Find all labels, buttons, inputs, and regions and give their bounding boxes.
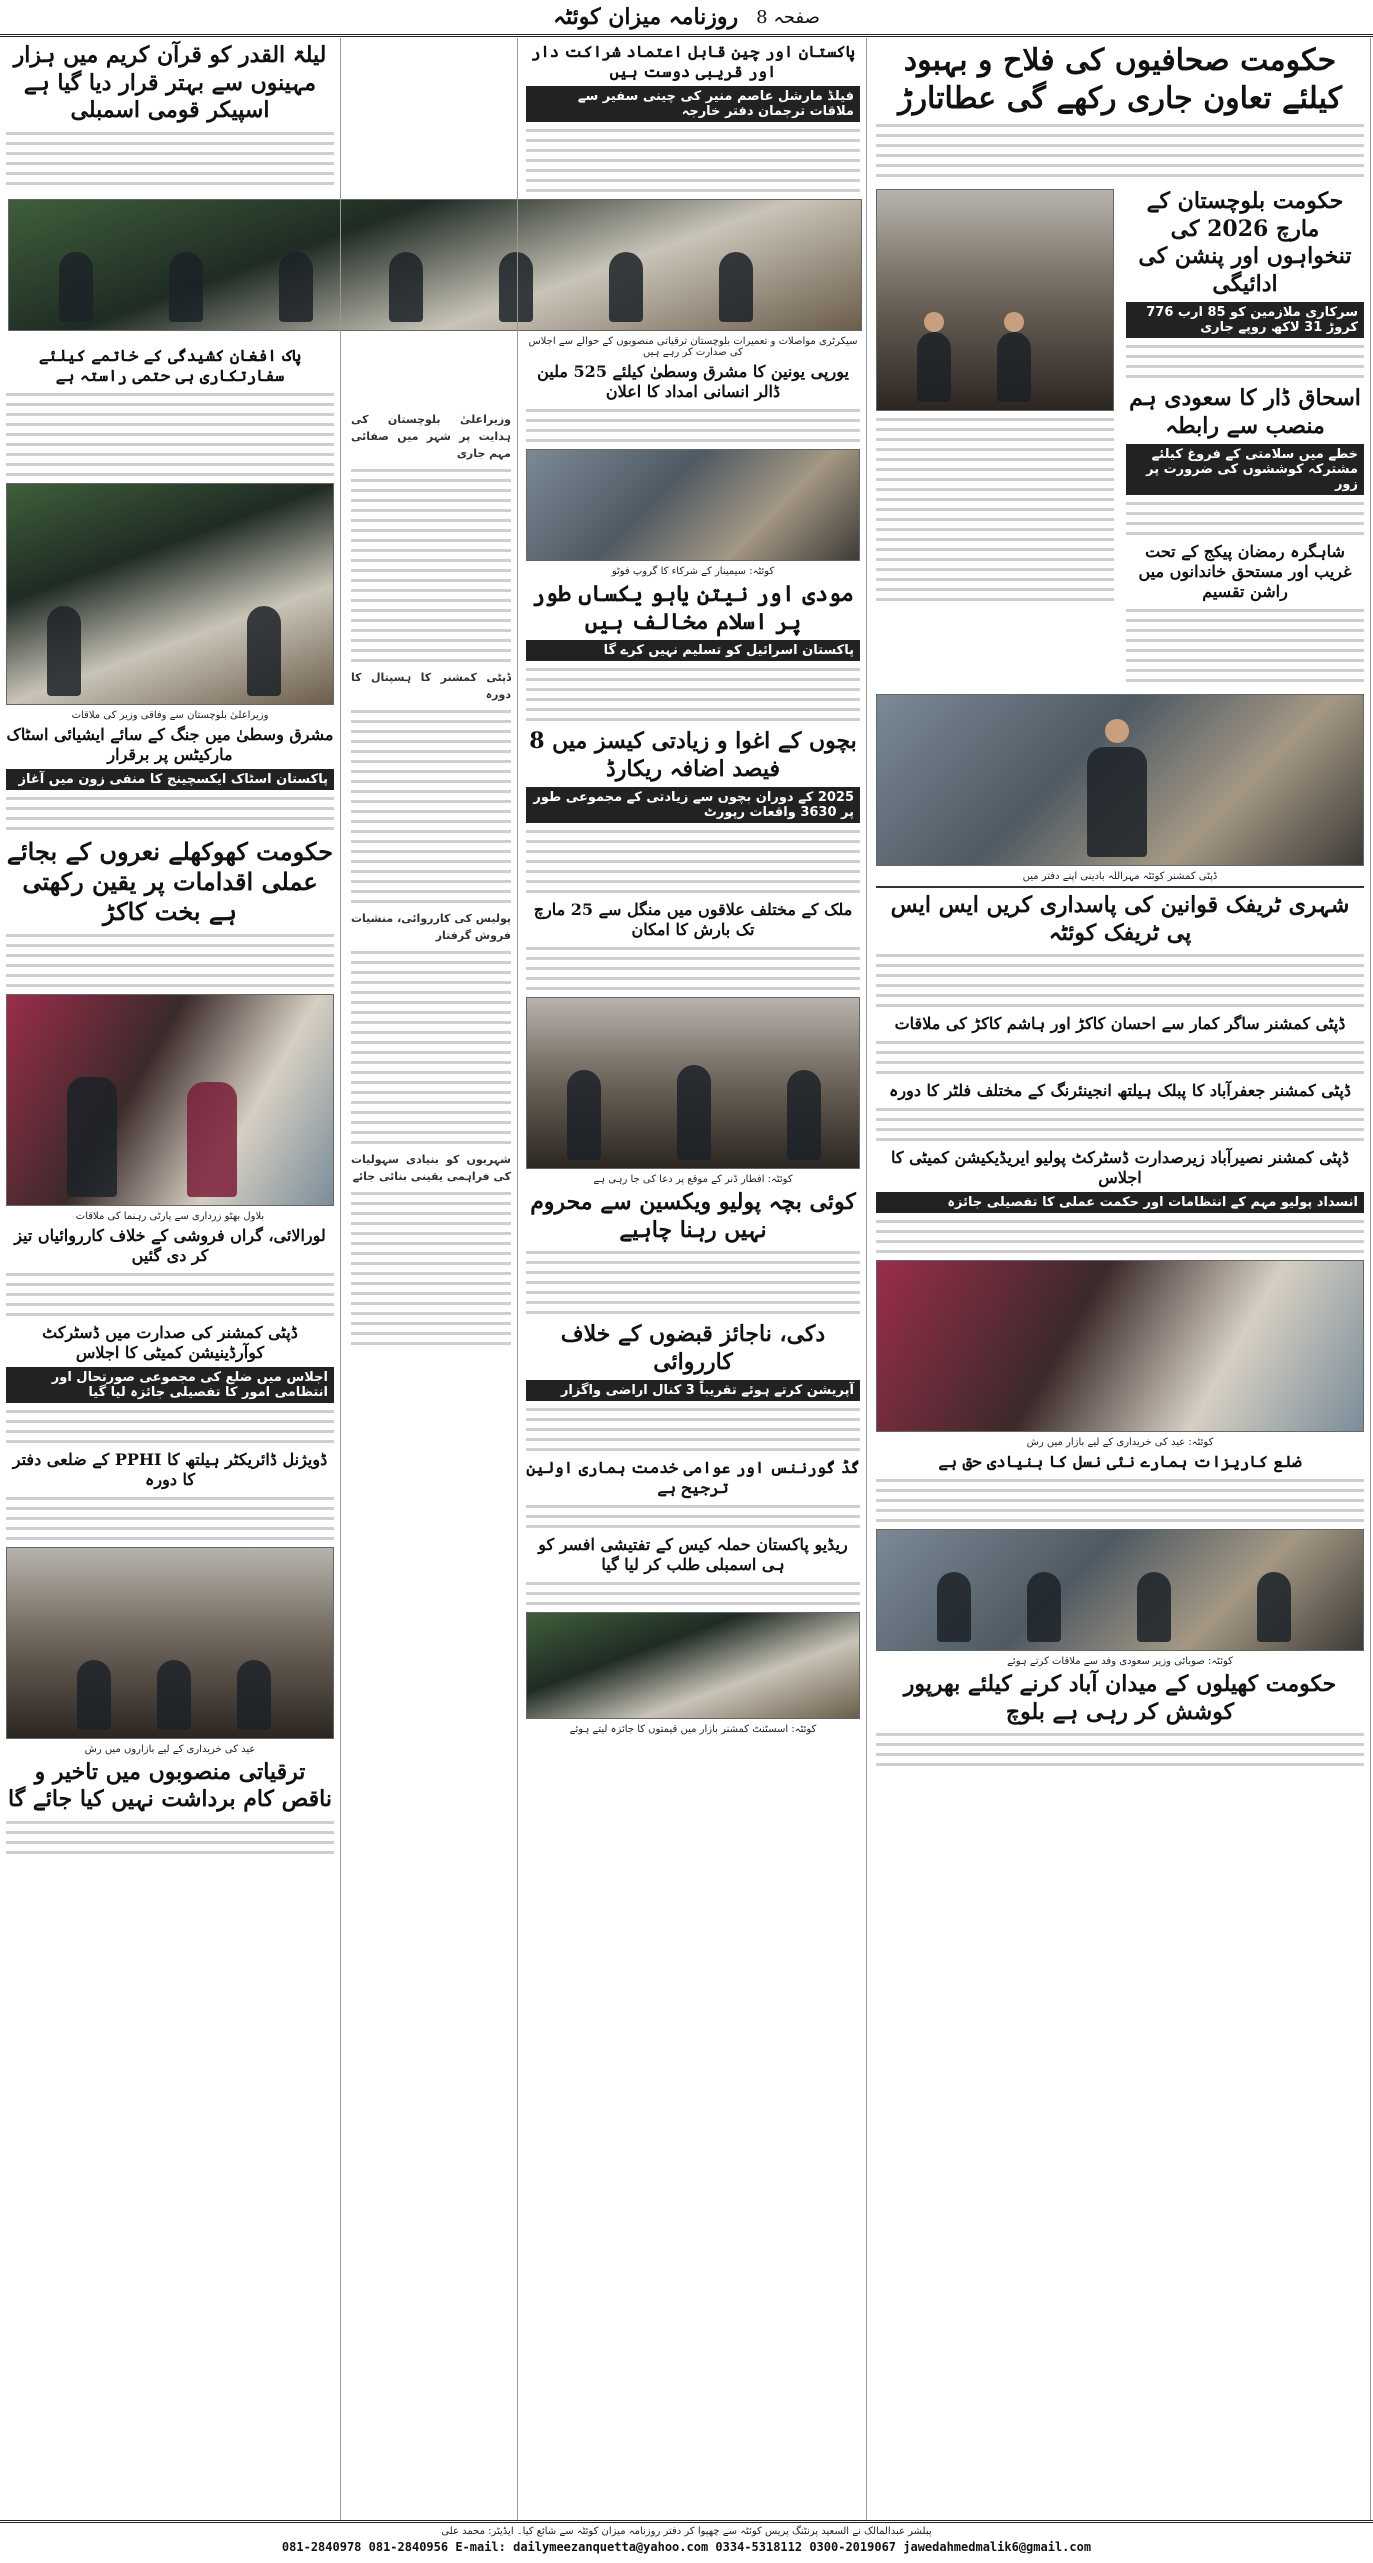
subheadline: اجلاس میں ضلع کی مجموعی صورتحال اور انتظامی امور کا تفصیلی جائزہ لیا گیا (6, 1367, 334, 1403)
article-text (526, 1408, 860, 1451)
column-narrow (345, 38, 518, 2520)
news-photo (876, 1529, 1364, 1651)
article-text (6, 1821, 334, 1854)
article-text (1126, 609, 1364, 682)
brief-headline: ڈپٹی کمشنر کا ہسپتال کا دورہ (351, 671, 511, 702)
article-text (6, 132, 334, 185)
news-photo (876, 1260, 1364, 1432)
headline: ڈپٹی کمشنر ساگر کمار سے احسان کاکڑ اور ہاشم کاکڑ کی ملاقات (894, 1014, 1346, 1033)
article-text (526, 1251, 860, 1314)
article-text (6, 1410, 334, 1443)
photo-caption: کوئٹہ: اسسٹنٹ کمشنر بازار میں قیمتوں کا جائزہ لیتے ہوئے (569, 1724, 817, 1735)
article-text (526, 1582, 860, 1605)
subheadline: پاکستان اسٹاک ایکسچینج کا منفی زون میں آغاز (6, 769, 334, 790)
page-number: صفحہ 8 (756, 6, 820, 28)
subheadline: خطے میں سلامتی کے فروغ کیلئے مشترکہ کوششوں کی ضرورت پر زور (1126, 444, 1364, 495)
headline: ڈپٹی کمشنر نصیرآباد زیرصدارت ڈسٹرکٹ پولیو ایریڈیکیشن کمیٹی کا اجلاس (891, 1148, 1349, 1187)
brief-headline: شہریوں کو بنیادی سہولیات کی فراہمی یقینی بنائی جائے (351, 1153, 511, 1184)
article-text (351, 710, 511, 903)
column-center (520, 38, 867, 2520)
news-photo (876, 694, 1364, 866)
brief-headline: پولیس کی کارروائی، منشیات فروش گرفتار (351, 912, 511, 943)
news-photo (6, 483, 334, 705)
subheadline: سرکاری ملازمین کو 85 ارب 776 کروڑ 31 لاکھ روپے جاری (1126, 302, 1364, 338)
article-text (876, 1479, 1364, 1522)
photo-caption: کوئٹہ: سیمینار کے شرکاء کا گروپ فوٹو (611, 566, 775, 577)
lead-headline: حکومت صحافیوں کی فلاح و بہبود کیلئے تعاون جاری رکھے گی عطاتارڑ (898, 43, 1342, 116)
article-text (351, 951, 511, 1144)
article-text (876, 124, 1364, 177)
headline: مشرق وسطیٰ میں جنگ کے سائے ایشیائی اسٹاک مارکیٹس پر برقرار (6, 724, 334, 764)
subheadline: آپریشن کرتے ہوئے تقریباً 3 کنال اراضی واگزار (526, 1380, 860, 1401)
article-text (526, 830, 860, 893)
headline: ترقیاتی منصوبوں میں تاخیر و ناقص کام برداشت نہیں کیا جائے گا (8, 1758, 332, 1812)
subheadline: انسداد پولیو مہم کے انتظامات اور حکمت عملی کا تفصیلی جائزہ (876, 1192, 1364, 1213)
article-text (6, 1273, 334, 1316)
headline: حکومت کھوکھلے نعروں کے بجائے عملی اقدامات پر یقین رکھتی ہے بخت کاکڑ (6, 836, 334, 926)
article-text (526, 1505, 860, 1528)
headline: گڈ گورننس اور عوامی خدمت ہماری اولین ترجیح ہے (526, 1458, 860, 1497)
brief-headline: وزیراعلیٰ بلوچستان کی ہدایت پر شہر میں صفائی مہم جاری (351, 413, 511, 461)
article-text (1126, 345, 1364, 378)
headline: اسحاق ڈار کا سعودی ہم منصب سے رابطہ (1129, 385, 1361, 439)
article-text (876, 1220, 1364, 1253)
headline: دکی، ناجائز قبضوں کے خلاف کارروائی (560, 1321, 826, 1375)
photo-caption: کوئٹہ: صوبائی وزیر سعودی وفد سے ملاقات کرتے ہوئے (1007, 1656, 1233, 1667)
article-text (526, 409, 860, 442)
article-text (6, 1497, 334, 1540)
headline: ضلع کاریزات ہمارے نئی نسل کا بنیادی حق ہے (938, 1452, 1302, 1471)
headline: بچوں کے اغوا و زیادتی کیسز میں 8 فیصد اضافہ ریکارڈ (529, 728, 857, 782)
headline: شاہگرہ رمضان پیکج کے تحت غریب اور مستحق خاندانوں میں راشن تقسیم (1138, 542, 1352, 601)
subheadline: پاکستان اسرائیل کو تسلیم نہیں کرے گا (526, 640, 860, 661)
headline: لورالائی، گراں فروشی کے خلاف کارروائیاں تیز کر دی گئیں (14, 1225, 326, 1265)
news-photo (876, 189, 1114, 411)
article-text (351, 469, 511, 662)
headline: لیلۃ القدر کو قرآن کریم میں ہزار مہینوں سے بہتر قرار دیا گیا ہے اسپیکر قومی اسمبلی (13, 42, 327, 123)
imprint-text: پبلشر عبدالمالک نے السعید پرنٹنگ پریس کوئٹہ سے چھپوا کر دفتر روزنامہ میزان کوئٹہ سے شائع کیا۔ ایڈیٹر: محمد علی (441, 2526, 932, 2537)
headline: کوئی بچہ پولیو ویکسین سے محروم نہیں رہنا چاہیے (530, 1189, 856, 1243)
headline: پاکستان اور چین قابل اعتماد شراکت دار اور قریبی دوست ہیں (530, 42, 856, 81)
subheadline: فیلڈ مارشل عاصم منیر کی چینی سفیر سے ملاقات ترجمان دفتر خارجہ (526, 86, 860, 122)
headline: ریڈیو پاکستان حملہ کیس کے تفتیشی افسر کو ہی اسمبلی طلب کر لیا گیا (538, 1535, 848, 1574)
photo-caption: وزیراعلیٰ بلوچستان سے وفاقی وزیر کی ملاقات (71, 709, 269, 721)
article-text (876, 1108, 1364, 1141)
column-right (870, 38, 1371, 2520)
news-photo (526, 1612, 860, 1719)
photo-caption: کوئٹہ: عید کی خریداری کے لیے بازار میں رش (1026, 1437, 1214, 1448)
photo-caption: سیکرٹری مواصلات و تعمیرات بلوچستان ترقیاتی منصوبوں کے حوالے سے اجلاس کی صدارت کر رہے ہیں (528, 336, 858, 358)
headline: مودی اور نیتن یاہو یکساں طور پر اسلام مخالف ہیں (532, 581, 854, 635)
headline: حکومت کھیلوں کے میدان آباد کرنے کیلئے بھرپور کوشش کر رہی ہے بلوچ (903, 1671, 1337, 1725)
article-text (1126, 502, 1364, 535)
headline: ڈویژنل ڈائریکٹر ہیلتھ کا PPHI کے ضلعی دفتر کا دورہ (12, 1449, 328, 1489)
photo-caption: ڈپٹی کمشنر کوئٹہ مہراللہ بادینی اپنے دفتر میں (1022, 871, 1218, 882)
article-text (526, 129, 860, 192)
footer-imprint (0, 2520, 1373, 2563)
photo-caption: بلاول بھٹو زرداری سے پارٹی رہنما کی ملاقات (75, 1210, 265, 1222)
headline: پاک افغان کشیدگی کے خاتمے کیلئے سفارتکاری ہی حتمی راستہ ہے (38, 345, 302, 385)
headline: ڈپٹی کمشنر کی صدارت میں ڈسٹرکٹ کوآرڈینیشن کمیٹی کا اجلاس (42, 1322, 298, 1362)
article-text (876, 954, 1364, 1007)
subheadline: 2025 کے دوران بچوں سے زیادتی کے مجموعی طور پر 3630 واقعات رپورٹ (526, 787, 860, 823)
article-text (876, 1733, 1364, 1766)
photo-caption: کوئٹہ: افطار ڈنر کے موقع پر دعا کی جا رہی ہے (593, 1174, 793, 1185)
article-text (6, 934, 334, 987)
headline: شہری ٹریفک قوانین کی پاسداری کریں ایس ایس پی ٹریفک کوئٹہ (890, 892, 1350, 946)
article-text (876, 418, 1114, 601)
article-text (526, 668, 860, 721)
article-text (876, 1041, 1364, 1074)
headline: یورپی یونین کا مشرق وسطیٰ کیلئے 525 ملین ڈالر انسانی امداد کا اعلان (537, 362, 849, 401)
article-text (6, 393, 334, 476)
photo-caption: عید کی خریداری کے لیے بازاروں میں رش (84, 1743, 256, 1755)
masthead (0, 0, 1373, 37)
column-left (0, 38, 341, 2520)
news-photo (526, 997, 860, 1169)
newspaper-title: روزنامہ میزان کوئٹہ (553, 4, 739, 30)
contact-info: 081-2840978 081-2840956 E-mail: dailymeezanquetta@yahoo.com 0334-5318112 0300-2019067 jawedahmedmalik6@gmail.com (281, 2540, 1092, 2554)
news-photo (6, 1547, 334, 1739)
article-text (351, 1192, 511, 1345)
news-photo (6, 994, 334, 1206)
headline: ڈپٹی کمشنر جعفرآباد کا پبلک ہیلتھ انجینئرنگ کے مختلف فلٹر کا دورہ (888, 1081, 1351, 1100)
article-text (526, 947, 860, 990)
news-photo (526, 449, 860, 561)
headline: ملک کے مختلف علاقوں میں منگل سے 25 مارچ تک بارش کا امکان (533, 900, 853, 939)
headline: حکومت بلوچستان کے مارچ 2026 کی تنخواہوں اور پنشن کی ادائیگی (1138, 188, 1352, 297)
article-text (6, 797, 334, 830)
